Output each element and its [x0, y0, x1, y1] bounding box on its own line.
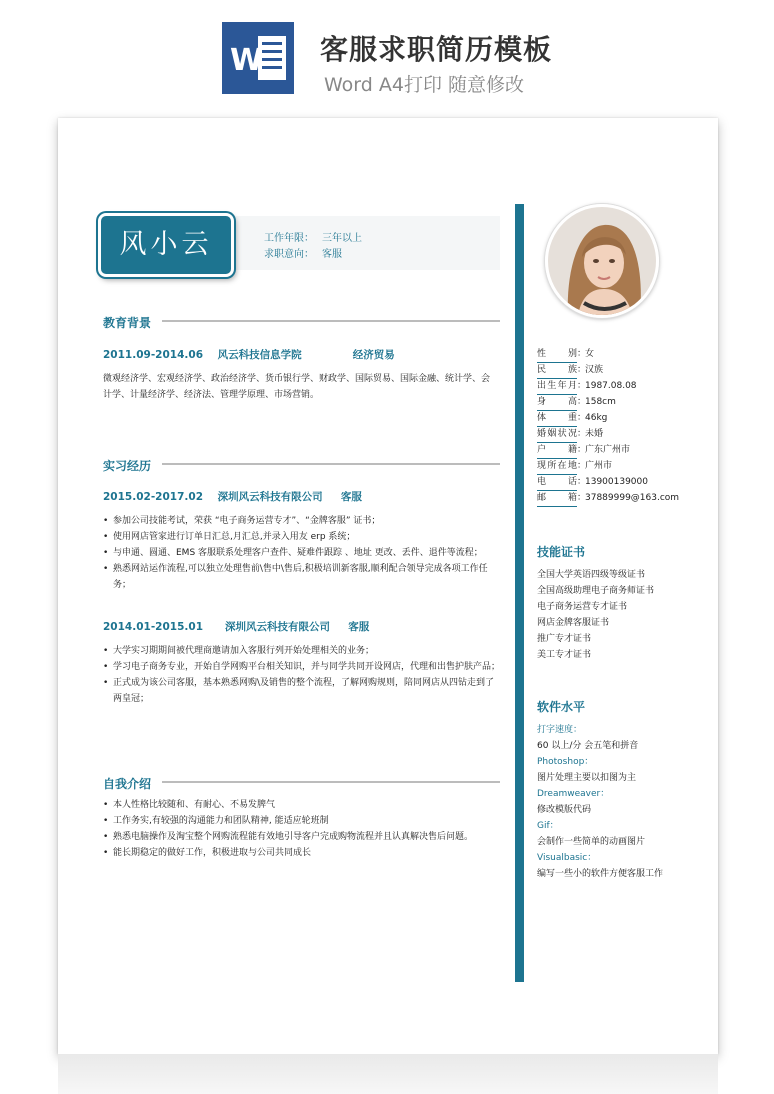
software-label: Visualbasic： [537, 853, 597, 863]
list-item: 网店金牌客服证书 [537, 618, 610, 628]
info-marital: 婚姻状况：未婚 [537, 427, 727, 443]
list-item: • 能长期稳定的做好工作，积极进取与公司共同成长 [103, 845, 503, 861]
info-phone: 电话：13900139000 [537, 475, 727, 491]
software-label: Photoshop： [537, 757, 594, 767]
list-item: 推广专才证书 [537, 634, 592, 644]
candidate-name: 风小云 [98, 213, 234, 277]
education-courses: 微观经济学、宏观经济学、政治经济学、货币银行学、财政学、国际贸易、国际金融、统计学、会计学、计量经济学、经济法、管理学原理、市场营销。 [103, 374, 491, 400]
banner-subtitle: Word A4打印 随意修改 [324, 74, 525, 96]
section-divider [162, 781, 500, 783]
list-item: 美工专才证书 [537, 650, 592, 660]
info-birth: 出生年月：1987.08.08 [537, 379, 727, 395]
software-desc: 60 以上/分 会五笔和拼音 [537, 741, 639, 751]
info-hukou: 户籍：广东广州市 [537, 443, 727, 459]
list-item: 全国高级助理电子商务师证书 [537, 586, 655, 596]
list-item: • 参加公司技能考试，荣获 “电子商务运营专才”、“金牌客服” 证书； [103, 513, 503, 529]
list-item: • 大学实习期期间被代理商邀请加入客服行列开始处理相关的业务； [103, 643, 503, 659]
word-letter: W [230, 43, 264, 78]
internship-entry-title: 2015.02-2017.02 深圳风云科技有限公司 客服 [103, 491, 362, 503]
self-intro-heading: 自我介绍 [103, 777, 152, 791]
software-label: Dreamweaver： [537, 789, 610, 799]
list-item: • 与申通、圆通、EMS 客服联系处理客户查件、疑难件跟踪 、地址 更改、丢件、退件等流程； [103, 545, 503, 561]
list-item: 电子商务运营专才证书 [537, 602, 628, 612]
page-shadow [58, 1054, 718, 1094]
info-email: 邮箱：37889999@163.com [537, 491, 727, 507]
section-divider [162, 463, 500, 465]
list-item: • 正式成为该公司客服，基本熟悉网购\及销售的整个流程，了解网购规则，陪同网店从四钻走到了两皇冠； [103, 675, 503, 707]
software-list [537, 722, 663, 882]
list-item: • 学习电子商务专业，开始自学网购平台相关知识，并与同学共同开设网店，代理和出售护肤产品； [103, 659, 503, 675]
software-heading: 软件水平 [537, 700, 586, 714]
internship-entry-title: 2014.01-2015.01 深圳风云科技有限公司 客服 [103, 621, 370, 633]
software-label: 打字速度： [537, 725, 583, 735]
info-height: 身高：158cm [537, 395, 727, 411]
banner-title: 客服求职简历模板 [320, 33, 553, 66]
section-divider [162, 320, 500, 322]
education-heading: 教育背景 [103, 316, 152, 330]
certs-list [537, 567, 654, 663]
list-item: • 熟悉电脑操作及淘宝整个网购流程能有效地引导客户完成购物流程并且认真解决售后问题。 [103, 829, 503, 845]
column-divider-bar [515, 204, 524, 982]
meta-row-experience: 工作年限： 三年以上 [264, 233, 362, 244]
list-item: • 工作务实,有较强的沟通能力和团队精神, 能适应轮班制 [103, 813, 503, 829]
list-item: 全国大学英语四级等级证书 [537, 570, 646, 580]
self-intro-list [103, 797, 503, 861]
software-desc: 修改模版代码 [537, 805, 592, 815]
software-desc: 编写一些小的软件方便客服工作 [537, 869, 664, 879]
education-entry: 2011.09-2014.06 风云科技信息学院 经济贸易 [103, 349, 395, 361]
list-item: • 使用网店管家进行订单日汇总,月汇总,并录入用友 erp 系统； [103, 529, 503, 545]
avatar [545, 204, 659, 318]
meta-row-intention: 求职意向： 客服 [264, 249, 342, 260]
info-gender: 性别：女 [537, 347, 727, 363]
top-banner [0, 0, 774, 110]
info-weight: 体重：46kg [537, 411, 727, 427]
info-location: 现所在地：广州市 [537, 459, 727, 475]
info-ethnicity: 民族：汉族 [537, 363, 727, 379]
certs-heading: 技能证书 [537, 545, 586, 559]
word-document-icon [222, 22, 294, 94]
name-meta [264, 231, 362, 263]
software-desc: 会制作一些简单的动画图片 [537, 837, 646, 847]
list-item: • 熟悉网站运作流程,可以独立处理售前\售中\售后,积极培训新客服,顺利配合领导完成各项工作任务； [103, 561, 503, 593]
internship-entry-list [103, 513, 503, 593]
internship-entry-list [103, 643, 503, 707]
software-label: Gif： [537, 821, 559, 831]
software-desc: 图片处理主要以扣图为主 [537, 773, 637, 783]
internship-heading: 实习经历 [103, 459, 152, 473]
list-item: • 本人性格比较随和、有耐心、不易发脾气 [103, 797, 503, 813]
